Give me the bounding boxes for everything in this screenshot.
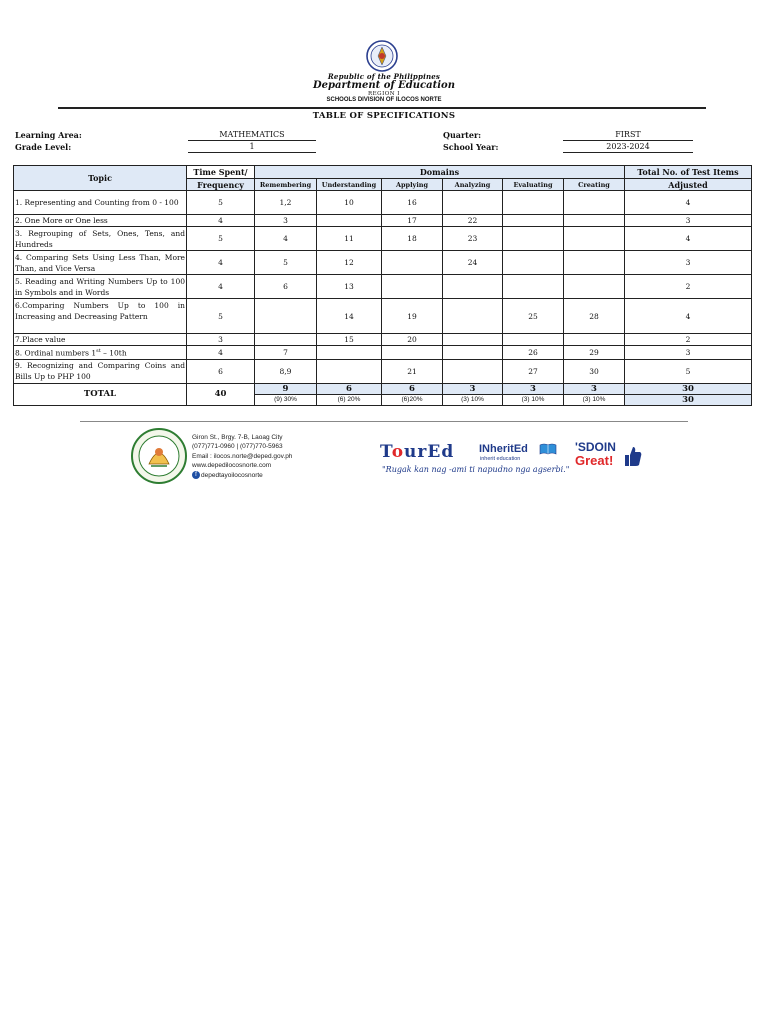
header-frequency: Frequency (187, 179, 255, 191)
grade-level-value: 1 (188, 141, 316, 153)
footer-divider (80, 421, 688, 422)
total-frequency: 40 (187, 383, 255, 405)
footer-email: Email : ilocos.norte@deped.gov.ph (192, 453, 293, 460)
analyzing-cell (443, 346, 503, 360)
header-total-items: Total No. of Test Items (625, 166, 752, 179)
table-row (14, 251, 752, 275)
deped-seal-icon (366, 40, 398, 72)
applying-cell: 17 (382, 215, 443, 227)
total-label: TOTAL (14, 383, 187, 405)
adjusted-cell: 4 (625, 191, 752, 215)
topic-cell: 7.Place value (14, 334, 187, 346)
sdoin-logo-text: 'SDOIN (575, 440, 616, 454)
understanding-cell: 10 (317, 191, 382, 215)
applying-cell: 19 (382, 299, 443, 334)
thumbs-up-icon (622, 444, 642, 468)
creating-cell: 30 (564, 359, 625, 383)
total-creating: 3 (564, 383, 625, 394)
facebook-icon: f (192, 471, 200, 479)
frequency-cell: 3 (187, 334, 255, 346)
frequency-cell: 5 (187, 191, 255, 215)
pct-adjusted-total: 30 (625, 394, 752, 405)
pct-analyzing: (3) 10% (443, 394, 503, 405)
frequency-cell: 4 (187, 251, 255, 275)
total-evaluating: 3 (503, 383, 564, 394)
header-analyzing: Analyzing (443, 179, 503, 191)
great-logo-text: Great! (575, 453, 614, 468)
applying-cell: 18 (382, 227, 443, 251)
frequency-cell: 5 (187, 299, 255, 334)
topic-cell: 5. Reading and Writing Numbers Up to 100 in Symbols and in Words (15, 276, 185, 297)
remembering-cell: 5 (255, 251, 317, 275)
evaluating-cell (503, 251, 564, 275)
grade-level-label: Grade Level: (15, 142, 72, 152)
specifications-table (13, 165, 752, 406)
applying-cell (382, 251, 443, 275)
remembering-cell (255, 334, 317, 346)
header-adjusted: Adjusted (625, 179, 752, 191)
quarter-value: FIRST (563, 129, 693, 141)
topic-text-end: – 10th (100, 348, 127, 358)
evaluating-cell (503, 227, 564, 251)
header-remembering: Remembering (255, 179, 317, 191)
analyzing-cell (443, 299, 503, 334)
book-icon (539, 443, 557, 455)
creating-cell (564, 251, 625, 275)
evaluating-cell (503, 215, 564, 227)
evaluating-cell: 26 (503, 346, 564, 360)
division-seal-icon (131, 428, 187, 484)
footer-facebook (192, 471, 263, 480)
applying-cell (382, 346, 443, 360)
applying-cell (382, 275, 443, 299)
analyzing-cell (443, 275, 503, 299)
table-row (14, 215, 752, 227)
creating-cell (564, 227, 625, 251)
topic-cell: 3. Regrouping of Sets, Ones, Tens, and Hundreds (15, 228, 185, 249)
total-analyzing: 3 (443, 383, 503, 394)
region-text: REGION I (368, 91, 400, 97)
analyzing-cell (443, 359, 503, 383)
evaluating-cell (503, 334, 564, 346)
header-time-spent: Time Spent/ (187, 166, 255, 179)
inherited-subtitle: inherit education (480, 456, 521, 462)
adjusted-cell: 5 (625, 359, 752, 383)
department-title: Department of Education (313, 80, 455, 91)
topic-cell (14, 346, 187, 360)
creating-cell: 29 (564, 346, 625, 360)
pct-applying: (6)20% (382, 394, 443, 405)
topic-cell: 1. Representing and Counting from 0 - 100 (14, 191, 187, 215)
analyzing-cell (443, 191, 503, 215)
ordinal-suffix: st (96, 348, 101, 354)
table-row (14, 275, 752, 299)
understanding-cell: 15 (317, 334, 382, 346)
adjusted-cell: 3 (625, 215, 752, 227)
toured-o: o (391, 442, 405, 462)
frequency-cell: 4 (187, 215, 255, 227)
pct-remembering: (9) 30% (255, 394, 317, 405)
evaluating-cell (503, 275, 564, 299)
table-row (14, 299, 752, 334)
facebook-handle: depedtayoilocosnorte (201, 472, 263, 479)
pct-understanding: (6) 20% (317, 394, 382, 405)
adjusted-cell: 2 (625, 334, 752, 346)
understanding-cell (317, 359, 382, 383)
analyzing-cell (443, 334, 503, 346)
understanding-cell: 12 (317, 251, 382, 275)
understanding-cell (317, 215, 382, 227)
creating-cell (564, 191, 625, 215)
topic-cell: 9. Recognizing and Comparing Coins and Bills Up to PHP 100 (15, 361, 185, 381)
understanding-cell: 14 (317, 299, 382, 334)
total-row (14, 383, 752, 394)
republic-text: Republic of the Philippines (327, 72, 441, 81)
school-year-value: 2023-2024 (563, 141, 693, 153)
total-remembering: 9 (255, 383, 317, 394)
total-understanding: 6 (317, 383, 382, 394)
pct-creating: (3) 10% (564, 394, 625, 405)
table-row (14, 334, 752, 346)
frequency-cell: 5 (187, 227, 255, 251)
header-divider (58, 107, 706, 109)
understanding-cell: 13 (317, 275, 382, 299)
remembering-cell: 3 (255, 215, 317, 227)
analyzing-cell: 23 (443, 227, 503, 251)
understanding-cell (317, 346, 382, 360)
toured-t: T (380, 442, 392, 462)
analyzing-cell: 22 (443, 215, 503, 227)
creating-cell (564, 334, 625, 346)
remembering-cell: 4 (255, 227, 317, 251)
toured-rest: urEd (404, 442, 455, 462)
header-topic: Topic (14, 166, 187, 191)
remembering-cell (255, 299, 317, 334)
topic-cell: 2. One More or One less (14, 215, 187, 227)
remembering-cell: 8,9 (255, 359, 317, 383)
analyzing-cell: 24 (443, 251, 503, 275)
topic-cell: 4. Comparing Sets Using Less Than, More Than, and Vice Versa (15, 252, 185, 273)
adjusted-cell: 3 (625, 251, 752, 275)
quarter-label: Quarter: (443, 130, 482, 140)
tagline-text: "Rugak kan nag -ami ti napudno nga agserbi." (382, 465, 570, 474)
evaluating-cell: 27 (503, 359, 564, 383)
applying-cell: 16 (382, 191, 443, 215)
adjusted-cell: 4 (625, 227, 752, 251)
frequency-cell: 6 (187, 359, 255, 383)
topic-cell: 6.Comparing Numbers Up to 100 in Increasing and Decreasing Pattern (14, 299, 187, 334)
table-row (14, 359, 752, 383)
learning-area-value: MATHEMATICS (188, 129, 316, 141)
table-row (14, 346, 752, 360)
total-applying: 6 (382, 383, 443, 394)
school-year-label: School Year: (443, 142, 499, 152)
header-domains: Domains (255, 166, 625, 179)
footer-phone: (077)771-0960 | (077)770-5963 (192, 443, 283, 450)
footer-address: Giron St., Brgy. 7-B, Laoag City (192, 434, 283, 441)
table-row (14, 191, 752, 215)
total-adjusted: 30 (625, 383, 752, 394)
topic-text: 8. Ordinal numbers 1 (15, 348, 97, 358)
pct-evaluating: (3) 10% (503, 394, 564, 405)
evaluating-cell (503, 191, 564, 215)
creating-cell (564, 275, 625, 299)
adjusted-cell: 4 (625, 299, 752, 334)
learning-area-label: Learning Area: (15, 130, 82, 140)
division-text: SCHOOLS DIVISION OF ILOCOS NORTE (326, 97, 442, 103)
header-creating: Creating (564, 179, 625, 191)
footer-website: www.depedilocosnorte.com (192, 462, 272, 469)
frequency-cell: 4 (187, 275, 255, 299)
evaluating-cell: 25 (503, 299, 564, 334)
adjusted-cell: 3 (625, 346, 752, 360)
applying-cell: 21 (382, 359, 443, 383)
table-row (14, 227, 752, 251)
inherited-logo: INheritEd (479, 443, 528, 455)
understanding-cell: 11 (317, 227, 382, 251)
frequency-cell: 4 (187, 346, 255, 360)
remembering-cell: 6 (255, 275, 317, 299)
applying-cell: 20 (382, 334, 443, 346)
page-title: TABLE OF SPECIFICATIONS (312, 111, 456, 121)
remembering-cell: 7 (255, 346, 317, 360)
header-understanding: Understanding (317, 179, 382, 191)
header-evaluating: Evaluating (503, 179, 564, 191)
creating-cell (564, 215, 625, 227)
creating-cell: 28 (564, 299, 625, 334)
header-applying: Applying (382, 179, 443, 191)
remembering-cell: 1,2 (255, 191, 317, 215)
toured-logo (380, 442, 454, 462)
adjusted-cell: 2 (625, 275, 752, 299)
